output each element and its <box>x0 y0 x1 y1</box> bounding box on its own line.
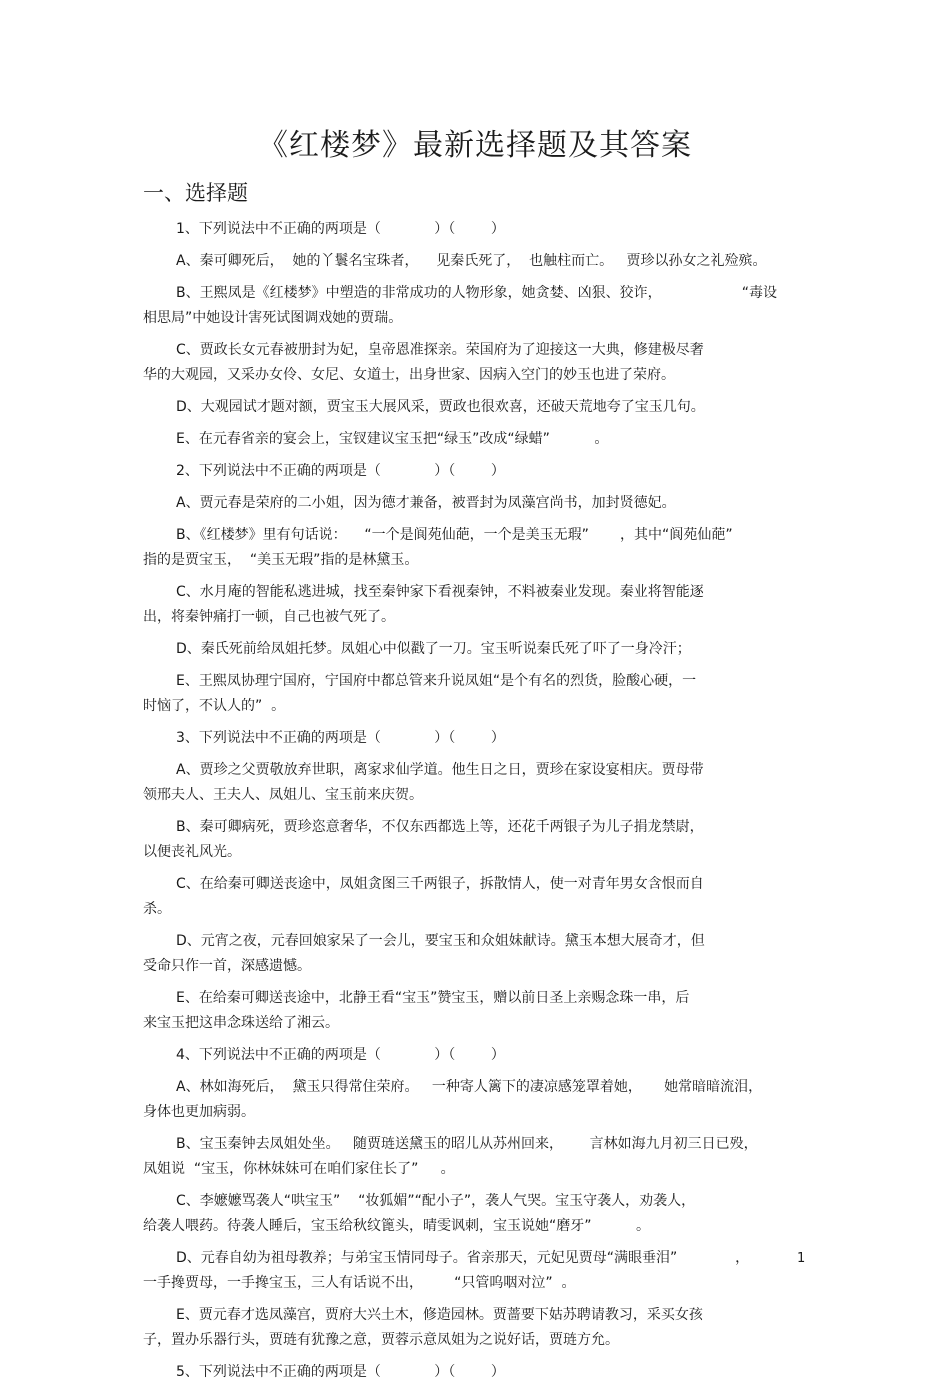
paragraph-line: E、在给秦可卿送丧途中，北静王看“宝玉”赞宝玉，赠以前日圣上亲赐念珠一串，后 <box>176 990 690 1006</box>
paragraph <box>143 395 808 420</box>
paragraph-line: A、秦可卿死后， 她的丫鬟名宝珠者， 见秦氏死了， 也触柱而亡。 贾珍以孙女之礼殓殡。 <box>176 253 767 269</box>
paragraph-line: E、王熙凤协理宁国府，宁国府中都总管来升说凤姐“是个有名的烈货，脸酸心硬，一 <box>176 673 697 689</box>
paragraph-line: C、贾政长女元春被册封为妃，皇帝恩准探亲。荣国府为了迎接这一大典，修建极尽奢 <box>176 342 704 358</box>
paragraph <box>143 637 808 662</box>
paragraph-line: E、贾元春才选凤藻宫，贾府大兴土木，修造园林。贾蔷要下姑苏聘请教习，采买女孩 <box>176 1307 703 1323</box>
paragraph-line: C、李嬷嬷骂袭人“哄宝玉” “妆狐媚”“配小子”，袭人气哭。宝玉守袭人，劝袭人， <box>176 1193 696 1209</box>
paragraph <box>143 669 808 719</box>
paragraph-continuation: 以便丧礼风光。 <box>143 844 241 860</box>
paragraph-continuation: 身体也更加病弱。 <box>143 1104 255 1120</box>
paragraph <box>143 758 808 808</box>
paragraph <box>143 1303 808 1353</box>
paragraph-line: C、水月庵的智能私逃进城，找至秦钟家下看视秦钟，不料被秦业发现。秦业将智能逐 <box>176 584 704 600</box>
paragraph <box>143 427 808 452</box>
paragraph-line: E、在元春省亲的宴会上，宝钗建议宝玉把“绿玉”改成“绿蜡” 。 <box>176 431 609 447</box>
paragraph-line: D、元宵之夜，元春回娘家呆了一会儿，要宝玉和众姐妹献诗。黛玉本想大展奇才，但 <box>176 933 705 949</box>
paragraph <box>143 1075 808 1125</box>
paragraph <box>143 580 808 630</box>
paragraph <box>143 338 808 388</box>
paragraph-line: D、大观园试才题对额，贾宝玉大展风采，贾政也很欢喜，还破天荒地夸了宝玉几句。 <box>176 399 705 415</box>
paragraph-continuation: 指的是贾宝玉， “美玉无瑕”指的是林黛玉。 <box>143 552 419 568</box>
paragraph <box>143 815 808 865</box>
paragraph <box>143 1132 808 1182</box>
paragraph-continuation: 凤姐说 “宝玉，你林妹妹可在咱们家住长了” 。 <box>143 1161 455 1177</box>
paragraph <box>143 1360 808 1385</box>
paragraph-continuation: 给袭人喂药。待袭人睡后，宝玉给秋纹篦头，晴雯讽刺，宝玉说她“磨牙” 。 <box>143 1218 651 1234</box>
paragraph-line: D、元春自幼为祖母教养；与弟宝玉情同母子。省亲那天，元妃见贾母“满眼垂泪” ， <box>176 1250 750 1266</box>
paragraph-line: C、在给秦可卿送丧途中，凤姐贪图三千两银子，拆散情人，使一对青年男女含恨而自 <box>176 876 704 892</box>
paragraph-continuation: 相思局”中她设计害死试图调戏她的贾瑞。 <box>143 310 403 326</box>
paragraph <box>143 459 808 484</box>
paragraph-line: B、王熙凤是《红楼梦》中塑造的非常成功的人物形象，她贪婪、凶狠、狡诈， “毒设 <box>176 285 777 301</box>
paragraph-continuation: 时恼了，不认人的” 。 <box>143 698 286 714</box>
paragraph <box>143 1043 808 1068</box>
paragraph-continuation: 华的大观园，又采办女伶、女尼、女道士，出身世家、因病入空门的妙玉也进了荣府。 <box>143 367 675 383</box>
paragraph-line: A、贾元春是荣府的二小姐，因为德才兼备，被晋封为凤藻宫尚书，加封贤德妃。 <box>176 495 676 511</box>
paragraph <box>143 929 808 979</box>
paragraph <box>143 281 808 331</box>
paragraph-line: A、贾珍之父贾敬放弃世职，离家求仙学道。他生日之日，贾珍在家设宴相庆。贾母带 <box>176 762 704 778</box>
paragraph-continuation: 来宝玉把这串念珠送给了湘云。 <box>143 1015 339 1031</box>
paragraph-line: 3、下列说法中不正确的两项是（ ）（ ） <box>176 730 505 746</box>
paragraph-continuation: 领邢夫人、王夫人、凤姐儿、宝玉前来庆贺。 <box>143 787 423 803</box>
paragraph <box>143 491 808 516</box>
paragraph-line: A、林如海死后， 黛玉只得常住荣府。 一种寄人篱下的凄凉感笼罩着她， 她常暗暗流泪， <box>176 1079 763 1095</box>
paragraph-continuation: 出，将秦钟痛打一顿，自己也被气死了。 <box>143 609 395 625</box>
paragraph <box>143 1189 808 1239</box>
paragraph-continuation: 受命只作一首，深感遗憾。 <box>143 958 311 974</box>
document-body <box>143 217 808 1392</box>
page-number: 1 <box>797 1251 806 1266</box>
paragraph-line: 5、下列说法中不正确的两项是（ ）（ ） <box>176 1364 505 1380</box>
paragraph <box>143 726 808 751</box>
paragraph-line: 4、下列说法中不正确的两项是（ ）（ ） <box>176 1047 505 1063</box>
paragraph <box>143 523 808 573</box>
paragraph-line: B、《红楼梦》里有句话说： “一个是阆苑仙葩，一个是美玉无瑕” ，其中“阆苑仙葩” <box>176 527 733 543</box>
paragraph <box>143 1246 808 1296</box>
document-title: 《红楼梦》最新选择题及其答案 <box>258 128 692 163</box>
paragraph <box>143 249 808 274</box>
paragraph <box>143 217 808 242</box>
paragraph-continuation: 杀。 <box>143 901 171 917</box>
section-heading: 一、选择题 <box>143 181 248 205</box>
paragraph-continuation: 子，置办乐器行头，贾琏有犹豫之意，贾蓉示意凤姐为之说好话，贾琏方允。 <box>143 1332 619 1348</box>
paragraph <box>143 872 808 922</box>
paragraph-line: 2、下列说法中不正确的两项是（ ）（ ） <box>176 463 505 479</box>
paragraph-continuation: 一手搀贾母，一手搀宝玉，三人有话说不出， “只管呜咽对泣” 。 <box>143 1275 576 1291</box>
paragraph-line: B、秦可卿病死，贾珍恣意奢华，不仅东西都选上等，还花千两银子为儿子捐龙禁尉， <box>176 819 704 835</box>
paragraph-line: B、宝玉秦钟去凤姐处坐。 随贾琏送黛玉的昭儿从苏州回来， 言林如海九月初三日已殁， <box>176 1136 758 1152</box>
paragraph-line: 1、下列说法中不正确的两项是（ ）（ ） <box>176 221 505 237</box>
paragraph-line: D、秦氏死前给凤姐托梦。凤姐心中似戳了一刀。宝玉听说秦氏死了吓了一身冷汗； <box>176 641 691 657</box>
paragraph <box>143 986 808 1036</box>
